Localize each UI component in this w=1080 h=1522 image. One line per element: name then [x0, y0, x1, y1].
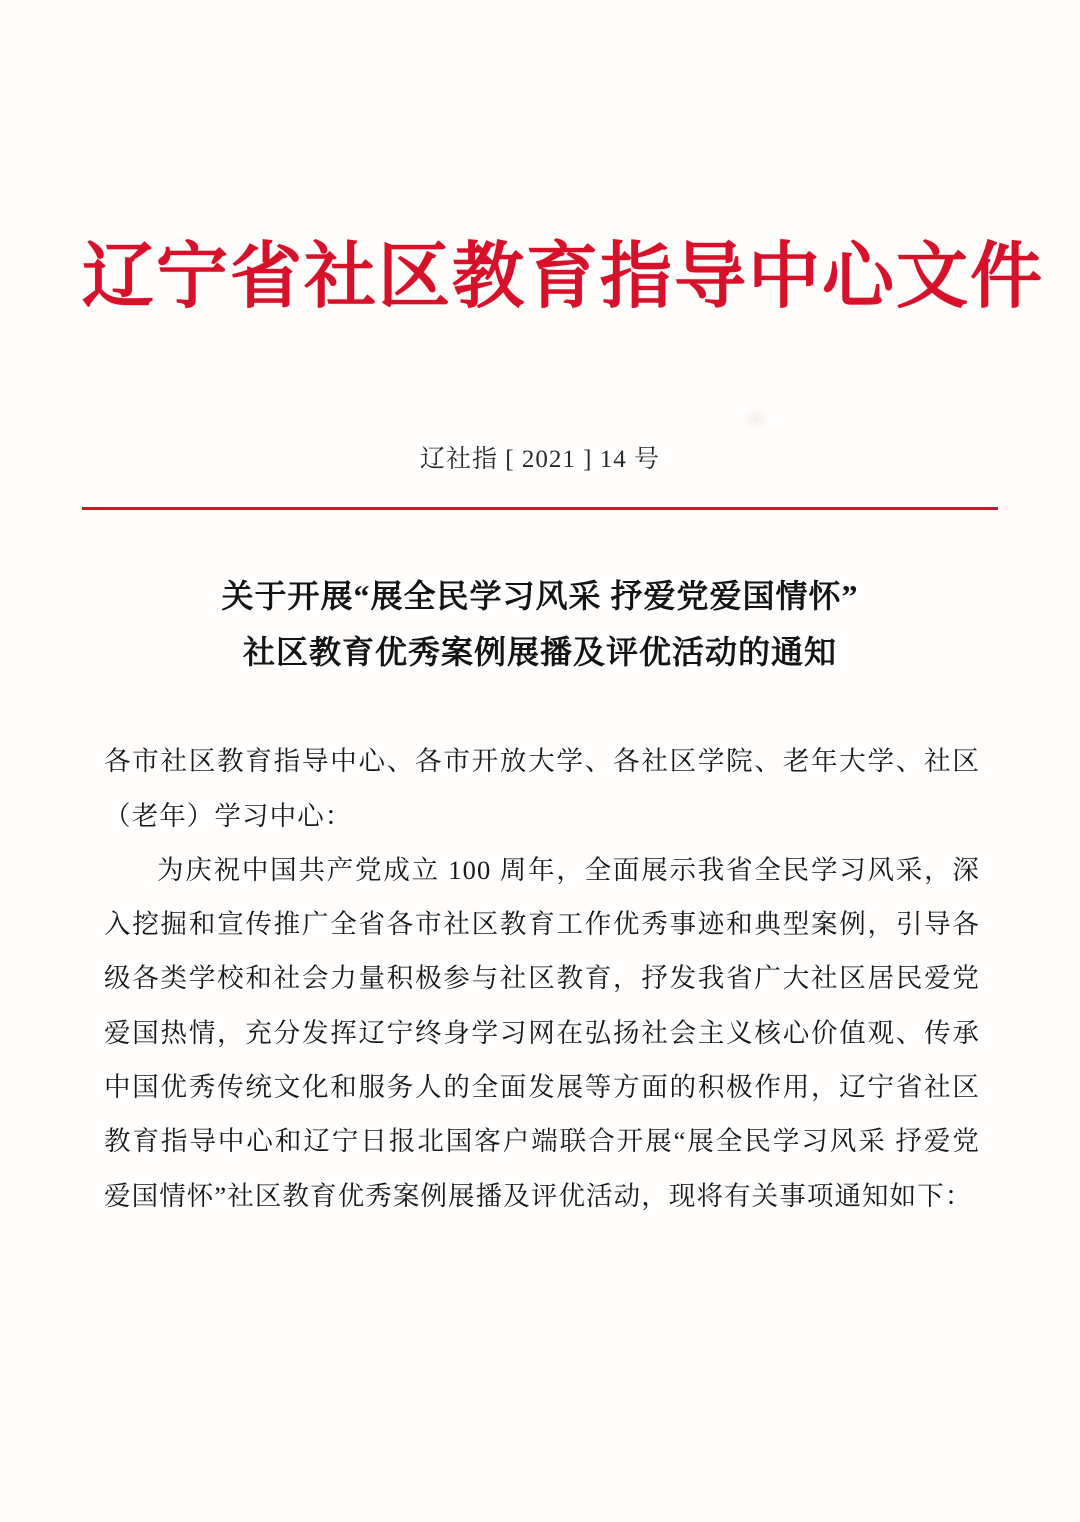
recipients-paragraph: 各市社区教育指导中心、各市开放大学、各社区学院、老年大学、社区（老年）学习中心：	[104, 746, 980, 831]
page-title	[82, 568, 998, 680]
masthead	[82, 0, 1045, 317]
doc-number-row	[82, 439, 998, 475]
page-title-line-2: 社区教育优秀案例展播及评优活动的通知	[242, 634, 837, 671]
red-divider-rule	[82, 507, 998, 510]
faint-seal-mark	[742, 408, 770, 430]
document-body	[82, 734, 998, 1223]
masthead-title: 辽宁省社区教育指导中心文件	[82, 237, 1045, 317]
document-number: 辽社指 [ 2021 ] 14 号	[420, 446, 660, 474]
body-paragraph-1: 为庆祝中国共产党成立 100 周年，全面展示我省全民学习风采，深入挖掘和宣传推广全省各市社区教育工作优秀事迹和典型案例，引导各级各类学校和社会力量积极参与社区教育，抒发我省广大社区居民爱党爱国热情，充分发挥辽宁终身学习网在弘扬社会主义核心价值观、传承中国优秀传统文化和服务人的全面发展等方面的积极作用，辽宁省社区教育指导中心和辽宁日报北国客户端联合开展“展全民学习风采 抒爱党爱国情怀”社区教育优秀案例展播及评优活动，现将有关事项通知如下：	[104, 854, 980, 1211]
page-title-line-1: 关于开展“展全民学习风采 抒爱党爱国情怀”	[221, 578, 859, 615]
